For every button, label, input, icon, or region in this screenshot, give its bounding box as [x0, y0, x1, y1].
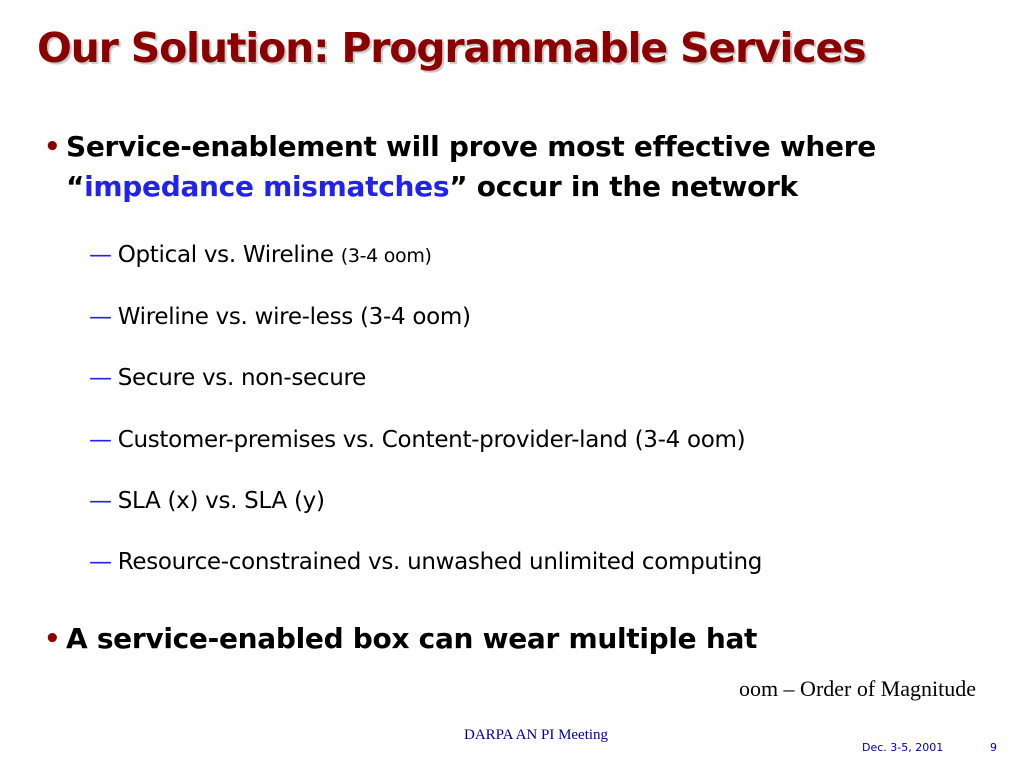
slide-title: Our Solution: Programmable Services: [37, 24, 866, 72]
dash-marker: —: [89, 242, 112, 268]
dash-marker: —: [89, 549, 112, 575]
sub-item-text: Resource-constrained vs. unwashed unlimited computing: [117, 549, 763, 575]
bullet-line-1: Service-enablement will prove most effective where: [66, 130, 876, 163]
sub-item-customer-premises: [89, 427, 745, 453]
bullet-line-2-rest: ” occur in the network: [449, 170, 798, 203]
sub-item-sla: [89, 488, 325, 514]
bullet-marker: •: [44, 132, 61, 162]
open-quote: “: [66, 170, 85, 203]
footer-date: Dec. 3-5, 2001: [862, 741, 944, 754]
bullet-marker: •: [44, 624, 61, 654]
sub-item-text: Wireline vs. wire-less (3-4 oom): [117, 304, 471, 330]
sub-item-text: Secure vs. non-secure: [117, 365, 366, 391]
bullet-line-2: [66, 167, 798, 207]
sub-item-secure: [89, 365, 366, 391]
footer-meeting: DARPA AN PI Meeting: [464, 727, 609, 743]
impedance-mismatches-highlight: impedance mismatches: [84, 170, 450, 203]
footer-page-number: 9: [990, 741, 997, 754]
sub-item-text: SLA (x) vs. SLA (y): [117, 488, 325, 514]
sub-item-text: Optical vs. Wireline: [117, 242, 341, 268]
sub-item-resource-constrained: [89, 549, 762, 575]
dash-marker: —: [89, 365, 112, 391]
sub-item-wireline-wireless: [89, 304, 471, 330]
dash-marker: —: [89, 488, 112, 514]
dash-marker: —: [89, 427, 112, 453]
bullet-text: A service-enabled box can wear multiple hat: [66, 622, 758, 655]
sub-item-text: Customer-premises vs. Content-provider-land (3-4 oom): [117, 427, 746, 453]
dash-marker: —: [89, 304, 112, 330]
sub-item-small-text: (3-4 oom): [340, 245, 432, 267]
sub-item-optical-wireline: [89, 242, 432, 268]
oom-note: oom – Order of Magnitude: [738, 676, 976, 701]
